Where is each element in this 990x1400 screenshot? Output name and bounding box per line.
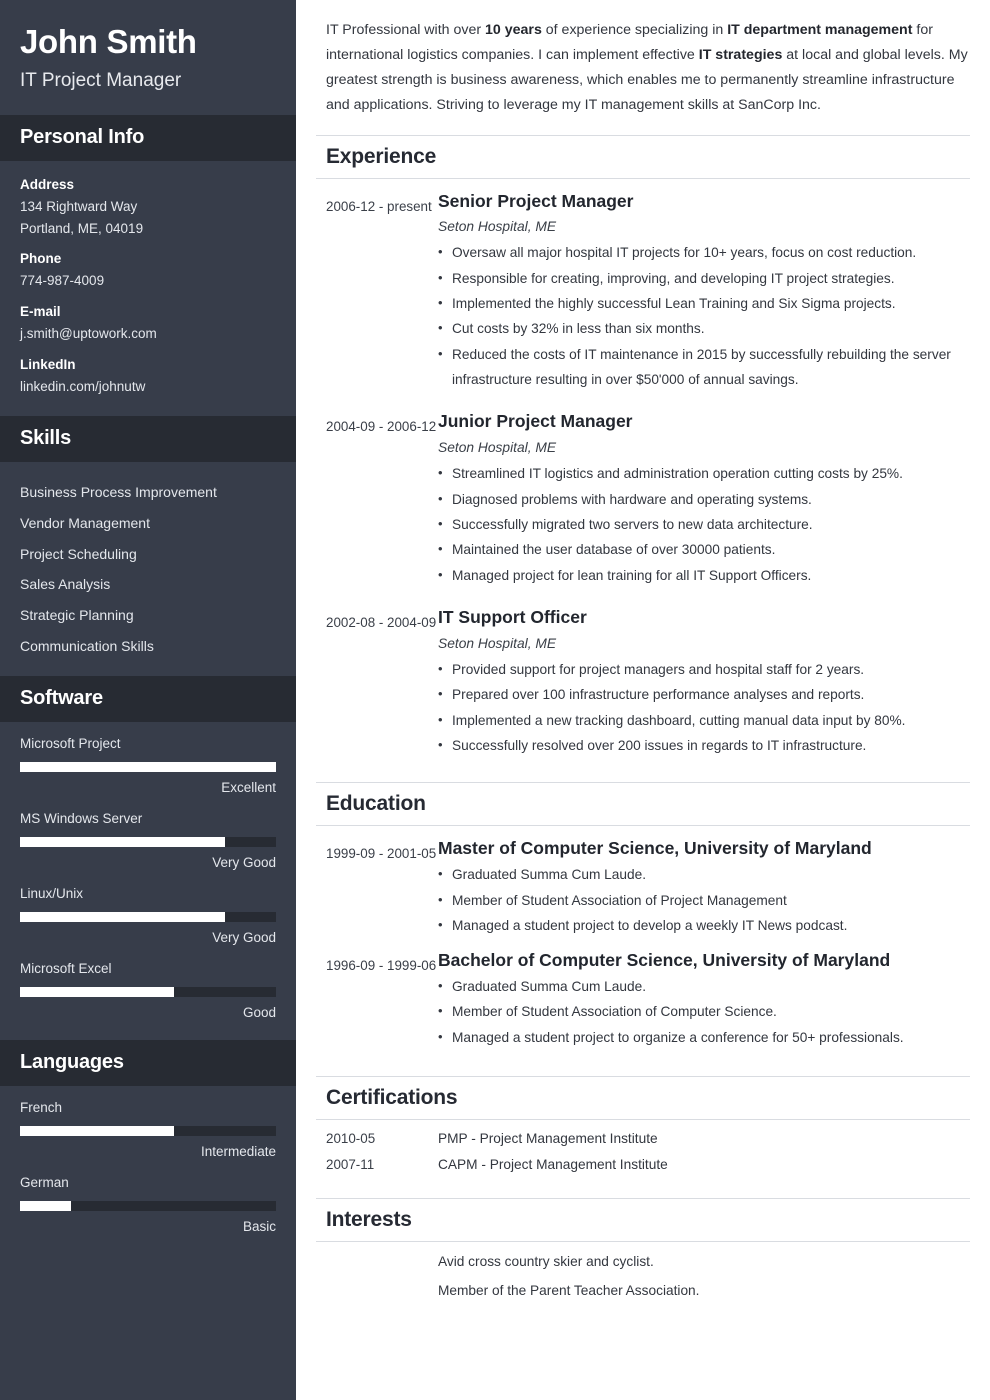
contact-label: Address: [20, 176, 75, 192]
experience-heading: Experience: [316, 135, 970, 179]
entry-date: 2004-09 - 2006-12: [326, 419, 437, 435]
software-item-bar-track: [20, 912, 276, 922]
bullet-item: • Member of Student Association of Project Management: [438, 888, 970, 913]
entry-bullets: [438, 240, 970, 392]
certification-date: 2007-11: [326, 1157, 375, 1173]
language-item-bar-fill: [20, 1201, 71, 1211]
summary-text: IT Professional with over: [326, 22, 486, 38]
entry-title: Master of Computer Science, University of Maryland: [438, 838, 872, 859]
language-item-name: French: [20, 1099, 63, 1115]
software-item: [20, 961, 276, 1020]
bullet-item: • Reduced the costs of IT maintenance in 2015 by successfully rebuilding the server infrastructure resulting in over $50'000 of annual savings.: [438, 342, 970, 393]
software-item-bar-track: [20, 987, 276, 997]
language-item: [20, 1100, 276, 1159]
entry-body: [438, 607, 970, 758]
bullet-item: • Managed project for lean training for all IT Support Officers.: [438, 563, 970, 588]
entry-bullets: [438, 862, 970, 938]
skill-item: Business Process Improvement: [20, 484, 217, 501]
summary-emphasis: 10 years: [485, 22, 542, 38]
software-item-name: Microsoft Project: [20, 735, 121, 751]
entry-body: [438, 411, 970, 588]
software-item: [20, 811, 276, 870]
software-item: [20, 886, 276, 945]
sidebar: [0, 0, 296, 1400]
interests-section: [316, 1198, 970, 1322]
section-band-languages: [0, 1040, 296, 1086]
contact-group: [20, 177, 276, 240]
entry-organization: Seton Hospital, ME: [438, 635, 557, 651]
software-item-bar-fill: [20, 912, 225, 922]
software-heading: Software: [20, 686, 103, 709]
software-item-level: Very Good: [212, 929, 276, 945]
bullet-item: • Managed a student project to develop a weekly IT News podcast.: [438, 913, 970, 938]
language-item: [20, 1175, 276, 1234]
bullet-item: • Successfully migrated two servers to new data architecture.: [438, 512, 970, 537]
entry-bullets: [438, 461, 970, 588]
software-item-bar-fill: [20, 762, 276, 772]
software-item-name: Microsoft Excel: [20, 960, 112, 976]
certification-date: 2010-05: [326, 1131, 376, 1147]
contact-value: 774-987-4009: [20, 273, 105, 289]
software-item: [20, 736, 276, 795]
bullet-item: • Provided support for project managers and hospital staff for 2 years.: [438, 657, 970, 682]
languages-heading: Languages: [20, 1050, 124, 1073]
language-item-name: German: [20, 1174, 69, 1190]
main-content: [296, 0, 990, 1400]
interests-heading: Interests: [316, 1198, 970, 1242]
experience-entries: [316, 179, 970, 773]
certification-row: [326, 1131, 970, 1146]
certification-text: CAPM - Project Management Institute: [438, 1157, 668, 1173]
summary-text: at local and global levels. My greatest strength is business awareness, which enables me to permanently streamline infrastructure and applications. Striving to leverage my IT management skills at SanCorp Inc.: [326, 47, 968, 114]
bullet-item: • Oversaw all major hospital IT projects for 10+ years, focus on cost reduction.: [438, 240, 970, 265]
contact-group: [20, 251, 276, 292]
entry-title: Senior Project Manager: [438, 190, 634, 211]
entry-body: [438, 191, 970, 393]
entry: [326, 838, 970, 938]
candidate-name: John Smith: [20, 23, 197, 60]
skill-item: Project Scheduling: [20, 545, 137, 562]
experience-section: [316, 135, 970, 773]
contact-value: j.smith@uptowork.com: [20, 326, 157, 342]
bullet-item: • Diagnosed problems with hardware and operating systems.: [438, 487, 970, 512]
bullet-item: • Cut costs by 32% in less than six months.: [438, 316, 970, 341]
entry: [326, 191, 970, 393]
software-item-bar-track: [20, 762, 276, 772]
entry-title: Junior Project Manager: [438, 411, 633, 432]
candidate-job-title: IT Project Manager: [20, 69, 182, 91]
entry-bullets: [438, 657, 970, 758]
software-item-level: Good: [242, 1004, 276, 1020]
language-item-level: Basic: [242, 1218, 276, 1234]
bullet-item: • Prepared over 100 infrastructure performance analyses and reports.: [438, 682, 970, 707]
entry-body: [438, 950, 970, 1050]
software-item-level: Very Good: [212, 854, 276, 870]
bullet-item: • Maintained the user database of over 30000 patients.: [438, 537, 970, 562]
sidebar-header: [0, 0, 296, 115]
language-item-bar-track: [20, 1126, 276, 1136]
summary-text: for international logistics companies. I can implement effective: [326, 22, 933, 64]
entry-date: 2002-08 - 2004-09: [326, 615, 437, 631]
contact-label: Phone: [20, 251, 62, 267]
education-section: [316, 782, 970, 1066]
entry-organization: Seton Hospital, ME: [438, 219, 557, 235]
summary-text: of experience specializing in: [541, 22, 728, 38]
bullet-item: • Managed a student project to organize a conference for 50+ professionals.: [438, 1025, 970, 1050]
summary-emphasis: IT strategies: [698, 47, 783, 64]
interest-row: Member of the Parent Teacher Association.: [438, 1283, 700, 1299]
bullet-item: • Implemented a new tracking dashboard, cutting manual data input by 80%.: [438, 708, 970, 733]
contact-value: Portland, ME, 04019: [20, 220, 144, 236]
education-heading: Education: [316, 782, 970, 826]
skill-item: Vendor Management: [20, 514, 150, 531]
software-item-name: MS Windows Server: [20, 810, 143, 826]
contact-group: [20, 357, 276, 398]
interests-rows: [316, 1242, 970, 1322]
entry: [326, 950, 970, 1050]
entry-organization: Seton Hospital, ME: [438, 440, 557, 456]
skill-item: Strategic Planning: [20, 607, 134, 624]
contact-value: linkedin.com/johnutw: [20, 379, 146, 395]
entry-body: [438, 838, 970, 938]
bullet-item: • Implemented the highly successful Lean Training and Six Sigma projects.: [438, 291, 970, 316]
contact-label: E-mail: [20, 304, 61, 320]
contact-label: LinkedIn: [20, 357, 76, 373]
software-item-bar-track: [20, 837, 276, 847]
bullet-item: • Graduated Summa Cum Laude.: [438, 974, 970, 999]
skills-list: [0, 462, 296, 676]
certification-text: PMP - Project Management Institute: [438, 1131, 658, 1147]
software-item-bar-fill: [20, 837, 225, 847]
professional-summary: [316, 18, 970, 125]
language-item-level: Intermediate: [200, 1143, 276, 1159]
entry-bullets: [438, 974, 970, 1050]
section-band-skills: [0, 416, 296, 462]
certifications-rows: [316, 1120, 970, 1188]
entry-title: Bachelor of Computer Science, University of Maryland: [438, 950, 891, 971]
contact-value: 134 Rightward Way: [20, 198, 138, 214]
personal-info-list: [0, 161, 296, 416]
certifications-section: [316, 1076, 970, 1188]
certification-row: [326, 1157, 970, 1172]
software-list: [0, 722, 296, 1040]
skills-heading: Skills: [20, 427, 72, 450]
summary-emphasis: IT department management: [727, 22, 913, 38]
section-band-software: [0, 676, 296, 722]
contact-group: [20, 304, 276, 345]
bullet-item: • Responsible for creating, improving, and developing IT project strategies.: [438, 266, 970, 291]
language-item-bar-fill: [20, 1126, 174, 1136]
certifications-heading: Certifications: [316, 1076, 970, 1120]
software-item-bar-fill: [20, 987, 174, 997]
language-item-bar-track: [20, 1201, 276, 1211]
bullet-item: • Graduated Summa Cum Laude.: [438, 862, 970, 887]
personal-info-heading: Personal Info: [20, 125, 145, 148]
bullet-item: • Member of Student Association of Computer Science.: [438, 999, 970, 1024]
education-entries: [316, 826, 970, 1066]
software-item-name: Linux/Unix: [20, 885, 84, 901]
languages-list: [0, 1086, 296, 1254]
entry: [326, 607, 970, 758]
entry-date: 1999-09 - 2001-05: [326, 846, 437, 862]
entry-date: 1996-09 - 1999-06: [326, 958, 437, 974]
interest-row: Avid cross country skier and cyclist.: [438, 1254, 654, 1270]
skill-item: Communication Skills: [20, 638, 154, 655]
software-item-level: Excellent: [221, 779, 276, 795]
entry: [326, 411, 970, 588]
skill-item: Sales Analysis: [20, 576, 111, 593]
section-band-personal-info: [0, 115, 296, 161]
bullet-item: • Streamlined IT logistics and administration operation cutting costs by 25%.: [438, 461, 970, 486]
bullet-item: • Successfully resolved over 200 issues in regards to IT infrastructure.: [438, 733, 970, 758]
entry-date: 2006-12 - present: [326, 198, 432, 214]
entry-title: IT Support Officer: [438, 607, 587, 628]
